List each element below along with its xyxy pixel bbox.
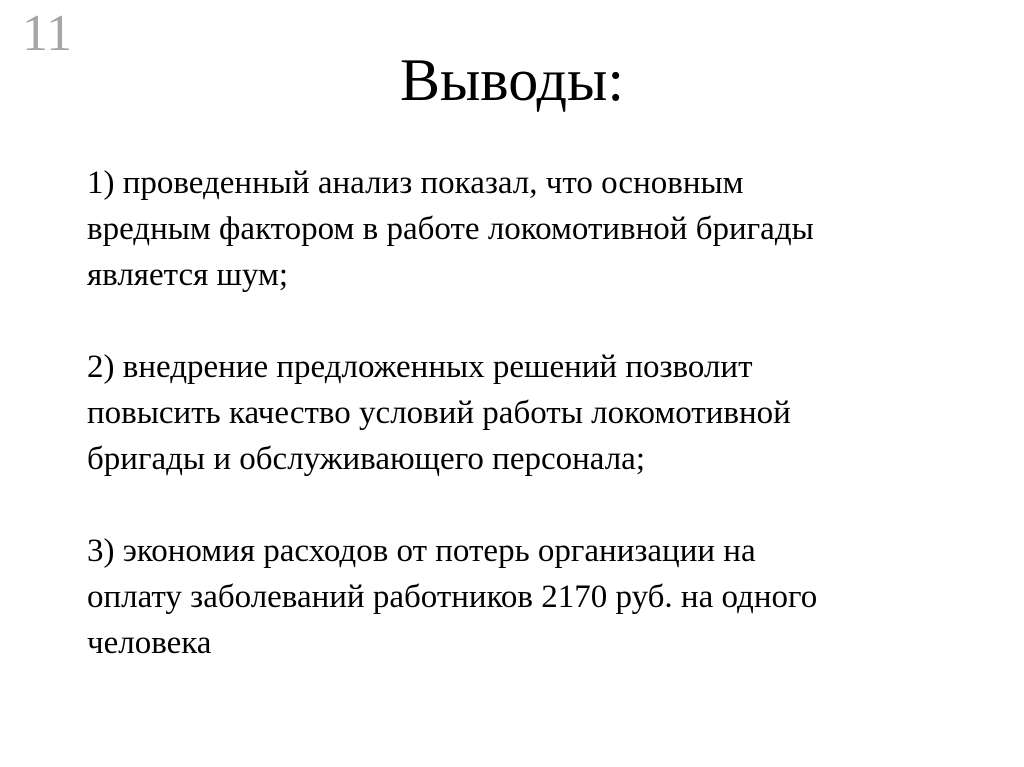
conclusion-item-3: 3) экономия расходов от потерь организации на оплату заболеваний работников 2170 руб. на одного человека bbox=[87, 533, 818, 661]
conclusions-list bbox=[87, 160, 997, 666]
slide-number: 11 bbox=[22, 5, 73, 62]
conclusion-item-1: 1) проведенный анализ показал, что основным вредным фактором в работе локомотивной бригады является шум; bbox=[87, 165, 814, 293]
slide-title: Выводы: bbox=[399, 47, 625, 113]
conclusion-item-2: 2) внедрение предложенных решений позволит повысить качество условий работы локомотивной бригады и обслуживающего персонала; bbox=[87, 349, 791, 477]
